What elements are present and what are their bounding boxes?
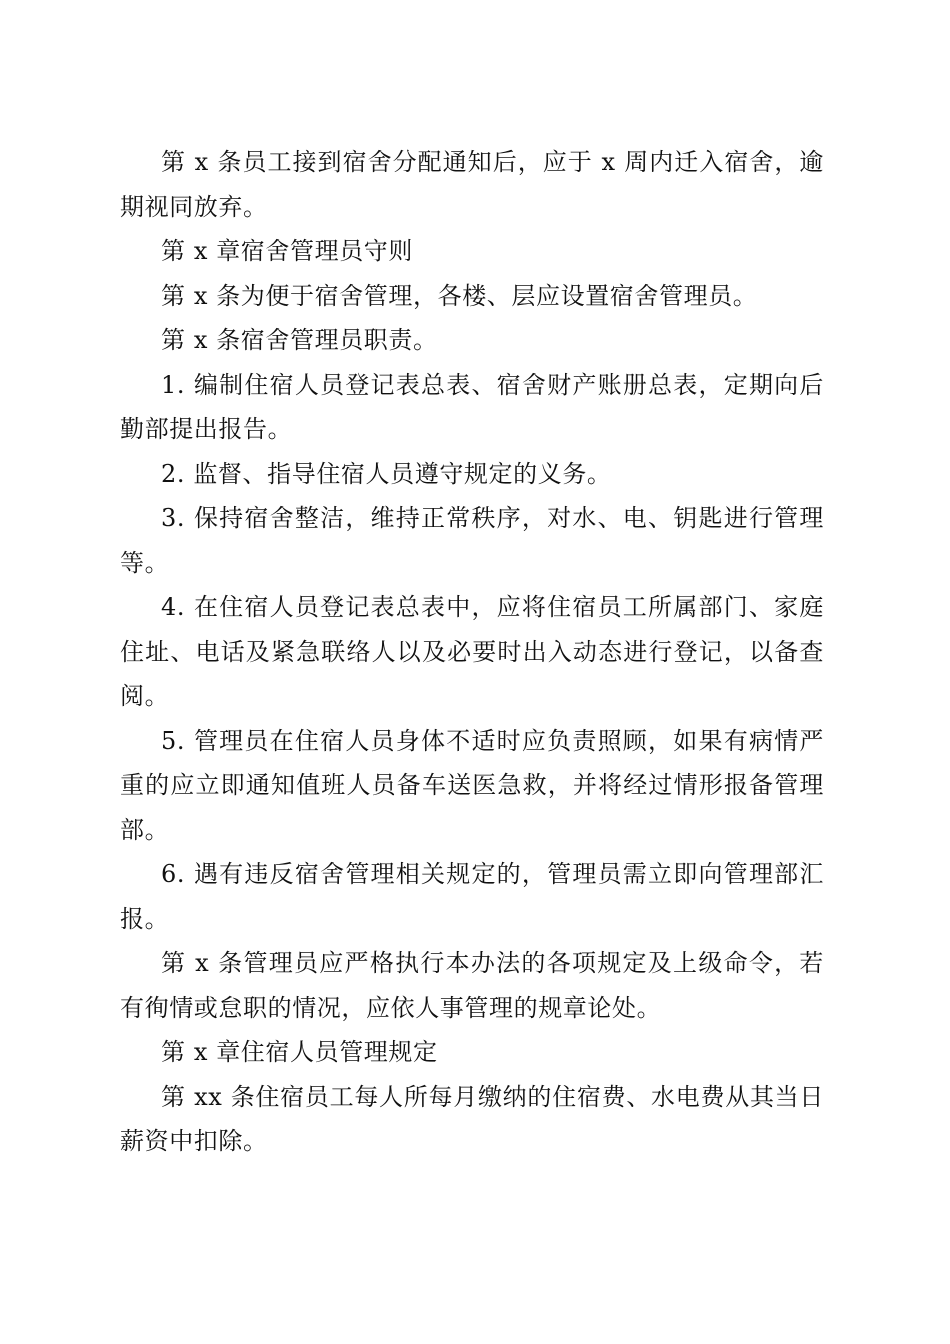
chapter-heading-resident-rules: 第 x 章住宿人员管理规定 [161, 1038, 438, 1066]
paragraph-article-move-in: 第 x 条员工接到宿舍分配通知后，应于 x 周内迁入宿舍，逾期视同放弃。 [120, 148, 824, 221]
list-item-duty-5: 5. 管理员在住宿人员身体不适时应负责照顾，如果有病情严重的应立即通知值班人员备车送医急救，并将经过情形报备管理部。 [120, 726, 824, 844]
document-body [120, 140, 824, 1164]
paragraph-article-manager-discipline: 第 x 条管理员应严格执行本办法的各项规定及上级命令，若有徇情或怠职的情况，应依人事管理的规章论处。 [120, 949, 824, 1022]
paragraph-article-fees: 第 xx 条住宿员工每人所每月缴纳的住宿费、水电费从其当日薪资中扣除。 [120, 1082, 824, 1155]
paragraph-article-manager-setup: 第 x 条为便于宿舍管理，各楼、层应设置宿舍管理员。 [161, 281, 758, 310]
chapter-heading-dorm-manager-rules: 第 x 章宿舍管理员守则 [161, 237, 413, 265]
list-item-duty-4: 4. 在住宿人员登记表总表中，应将住宿员工所属部门、家庭住址、电话及紧急联络人以及必要时出入动态进行登记，以备查阅。 [120, 593, 824, 710]
list-item-duty-6: 6. 遇有违反宿舍管理相关规定的，管理员需立即向管理部汇报。 [120, 860, 824, 933]
list-item-duty-2: 2. 监督、指导住宿人员遵守规定的义务。 [161, 459, 612, 488]
paragraph-article-manager-duties: 第 x 条宿舍管理员职责。 [161, 326, 438, 354]
list-item-duty-3: 3. 保持宿舍整洁，维持正常秩序，对水、电、钥匙进行管理等。 [120, 504, 824, 577]
list-item-duty-1: 1. 编制住宿人员登记表总表、宿舍财产账册总表，定期向后勤部提出报告。 [120, 370, 824, 443]
